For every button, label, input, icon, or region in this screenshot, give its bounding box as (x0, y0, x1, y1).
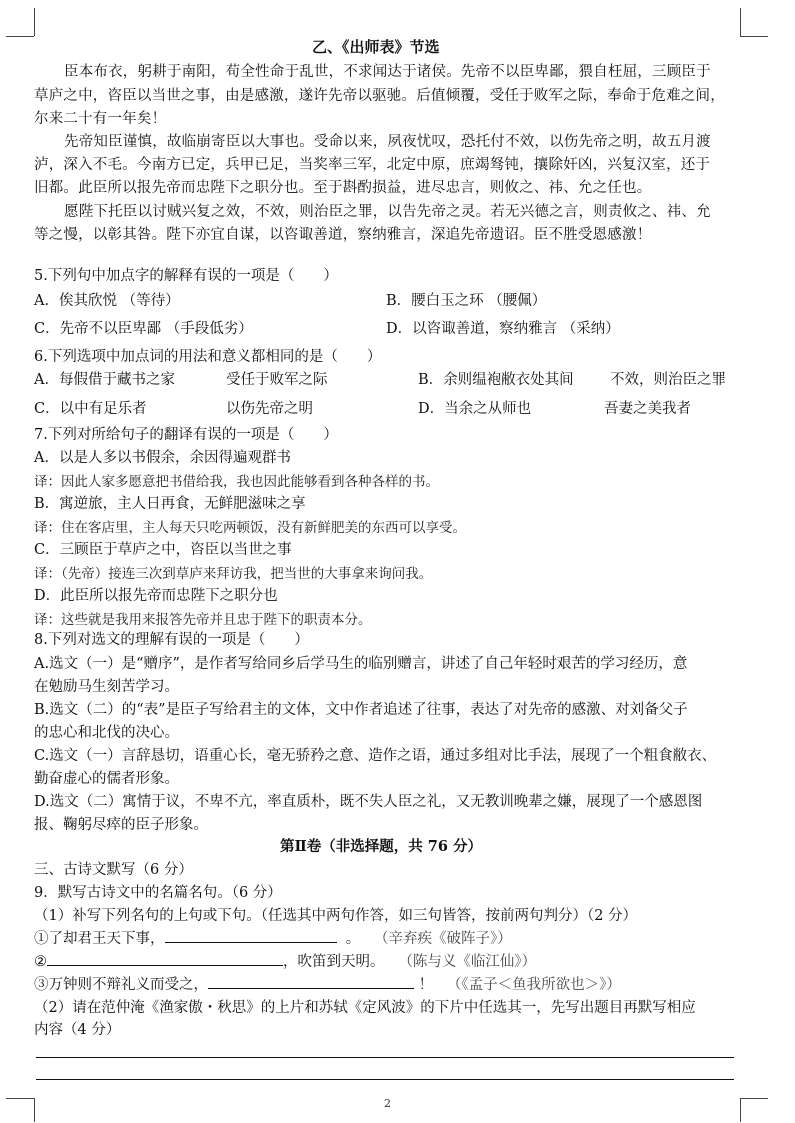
question-6-option-c-first: C．以中有足乐者 (34, 401, 147, 417)
question-8-option-b-line1: B.选文（二）的“表”是臣子写给君主的文体，文中作者追述了往事，表达了对先帝的感激、对刘备父子 (34, 702, 688, 718)
question-7-option-d: D．此臣所以报先帝而忠陛下之职分也 (34, 588, 278, 604)
question-6-option-a-second: 受任于败军之际 (226, 372, 328, 388)
crop-mark-top-right (740, 8, 741, 36)
crop-mark-bottom-right (740, 1098, 741, 1122)
line-2-suffix: ，吹笛到天明。 (283, 954, 385, 970)
crop-mark-bottom-right-h (740, 1098, 768, 1099)
question-8-option-a-line2: 在勉励马生刻苦学习。 (34, 679, 179, 695)
question-9-line-1 (34, 927, 512, 948)
question-7-translation-a: 译：因此人家多愿意把书借给我，我也因此能够看到各种各样的书。 (34, 474, 439, 490)
question-9-stem: 9．默写古诗文中的名篇名句。（6 分） (34, 885, 282, 901)
answer-writing-line[interactable] (36, 1079, 734, 1080)
question-7-translation-d: 译：这些就是我用来报答先帝并且忠于陛下的职责本分。 (34, 612, 372, 628)
crop-mark-top-left (34, 8, 35, 36)
line-1-prefix: ①了却君王天下事， (34, 931, 165, 947)
question-6-option-b-second: 不效，则治臣之罪 (610, 372, 726, 388)
passage-line: 旧都。此臣所以报先帝而忠陛下之职分也。至于斟酌损益，进尽忠言，则攸之、祎、允之任也。 (34, 180, 652, 196)
line-2-prefix: ② (34, 954, 47, 970)
question-5-stem: 5.下列句中加点字的解释有误的一项是（ ） (34, 268, 338, 284)
question-7-option-a: A．以是人多以书假余，余因得遍观群书 (34, 450, 291, 466)
question-6-stem: 6.下列选项中加点词的用法和意义都相同的是（ ） (34, 349, 382, 365)
passage-line: 愿陛下托臣以讨贼兴复之效，不效，则治臣之罪，以告先帝之灵。若无兴德之言，则责攸之、祎、允 (64, 204, 711, 220)
question-5-option-d: D．以咨诹善道，察纳雅言 （采纳） (386, 321, 620, 337)
answer-blank-1[interactable] (165, 928, 337, 943)
crop-mark-bottom-left-h (6, 1098, 34, 1099)
line-3-source: （《孟子＜鱼我所欲也＞》） (446, 977, 621, 993)
passage-line: 先帝知臣谨慎，故临崩寄臣以大事也。受命以来，夙夜忧叹，恐托付不效，以伤先帝之明，故五月渡 (64, 134, 711, 150)
question-7-option-b: B．寓逆旅，主人日再食，无鲜肥滋味之享 (34, 496, 306, 512)
crop-mark-bottom-left (34, 1098, 35, 1122)
question-7-translation-b: 译：住在客店里，主人每天只吃两顿饭，没有新鲜肥美的东西可以享受。 (34, 520, 466, 536)
question-6-option-d-first: D．当余之从师也 (418, 401, 532, 417)
question-8-stem: 8.下列对选文的理解有误的一项是（ ） (34, 632, 309, 648)
question-7-translation-c: 译：（先帝）接连三次到草庐来拜访我，把当世的大事拿来询问我。 (34, 566, 433, 582)
question-6-option-a-first: A．每假借于藏书之家 (34, 372, 175, 388)
page-number: 2 (384, 1097, 391, 1110)
line-2-source: （陈与义《临江仙》） (398, 954, 537, 970)
question-8-option-c-line1: C.选文（一）言辞恳切，语重心长，毫无骄矜之意、造作之语，通过多组对比手法，展现了一个粗食敝衣、 (34, 748, 717, 764)
question-8-option-d-line1: D.选文（二）寓情于议，不卑不亢，率直质朴，既不失人臣之礼，又无教训晚辈之嫌，展现了一个感恩图 (34, 794, 703, 810)
section-3-title: 三、古诗文默写（6 分） (34, 862, 193, 878)
question-5-option-c: C．先帝不以臣卑鄙 （手段低劣） (34, 321, 253, 337)
answer-blank-2[interactable] (47, 951, 283, 966)
question-5-option-a: A．俟其欣悦 （等待） (34, 293, 180, 309)
passage-line: 臣本布衣，躬耕于南阳，苟全性命于乱世，不求闻达于诸侯。先帝不以臣卑鄙，猥自枉屈，三顾臣于 (64, 64, 711, 80)
passage-line: 泸，深入不毛。今南方已定，兵甲已足，当奖率三军，北定中原，庶竭驽钝，攘除奸凶，兴复汉室，还于 (34, 157, 711, 173)
question-8-option-c-line2: 勤奋虚心的儒者形象。 (34, 771, 179, 787)
question-6-option-c-second: 以伤先帝之明 (226, 401, 313, 417)
question-9-line-2 (34, 950, 536, 971)
question-7-stem: 7.下列对所给句子的翻译有误的一项是（ ） (34, 427, 338, 443)
line-1-source: （辛弃疾《破阵子》） (374, 931, 512, 947)
question-8-option-b-line2: 的忠心和北伐的决心。 (34, 725, 179, 741)
passage-line: 尔来二十有一年矣！ (34, 111, 167, 127)
crop-mark-top-left-h (6, 36, 34, 37)
question-8-option-d-line2: 报、鞠躬尽瘁的臣子形象。 (34, 817, 208, 833)
passage-title: 乙、《出师表》节选 (312, 38, 440, 56)
answer-writing-line[interactable] (36, 1057, 734, 1058)
question-8-option-a-line1: A.选文（一）是“赠序”，是作者写给同乡后学马生的临别赠言，讲述了自己年轻时艰苦的学习经历，意 (34, 656, 688, 672)
question-9-sub2-line1: （2）请在范仲淹《渔家傲・秋思》的上片和苏轼《定风波》的下片中任选其一，先写出题目再默写相应 (34, 1000, 696, 1016)
line-1-suffix: 。 (345, 931, 361, 947)
passage-line: 草庐之中，咨臣以当世之事，由是感激，遂许先帝以驱驰。后值倾覆，受任于败军之际，奉命于危难之间， (34, 88, 725, 104)
question-7-option-c: C．三顾臣于草庐之中，咨臣以当世之事 (34, 542, 292, 558)
question-9-line-3 (34, 973, 621, 994)
crop-mark-top-right-h (740, 36, 768, 37)
line-3-prefix: ③万钟则不辩礼义而受之， (34, 977, 208, 993)
question-5-option-b: B．腰白玉之环 （腰佩） (386, 293, 547, 309)
question-9-sub2-line2: 内容（4 分） (34, 1022, 121, 1038)
question-6-option-d-second: 吾妻之美我者 (604, 401, 691, 417)
passage-line: 等之慢，以彰其咎。陛下亦宜自谋，以咨诹善道，察纳雅言，深追先帝遗诏。臣不胜受恩感激！ (34, 227, 652, 243)
part-2-title: 第Ⅱ卷（非选择题，共 76 分） (280, 838, 482, 855)
line-3-suffix: ！ (418, 977, 434, 993)
question-6-option-b-first: B．余则缊袍敝衣处其间 (418, 372, 574, 388)
question-9-sub1: （1）补写下列名句的上句或下句。（任选其中两句作答，如三句皆答，按前两句判分）（2 分） (34, 908, 638, 924)
answer-blank-3[interactable] (208, 974, 414, 989)
